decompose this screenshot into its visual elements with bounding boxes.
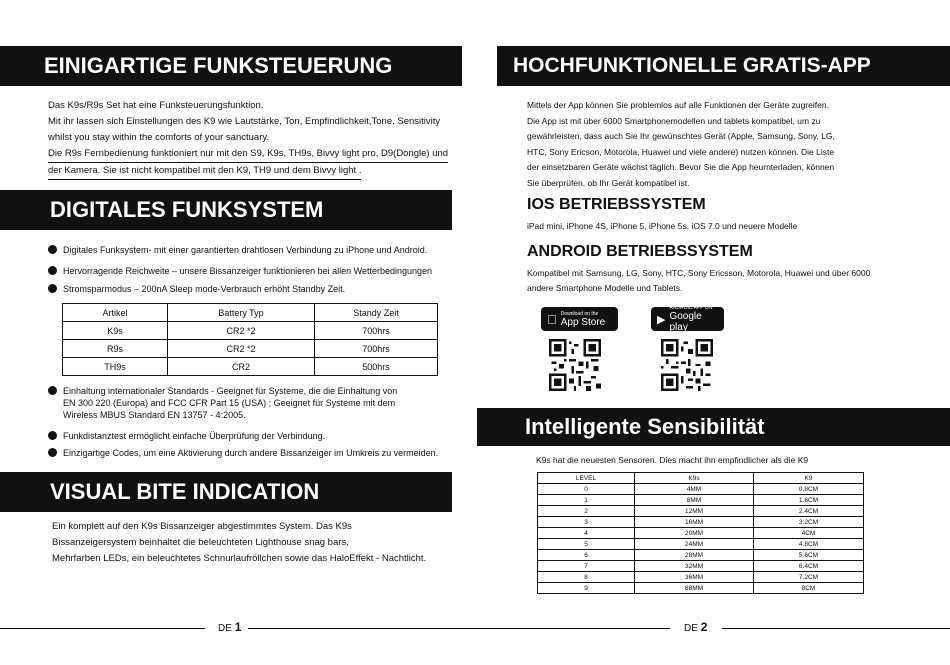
bullet-item: Stromsparmodus – 200nA Sleep mode-Verbrauch erhöht Standby Zeit. xyxy=(48,283,345,295)
bullet-icon xyxy=(48,386,57,395)
android-heading: ANDROID BETRIEBSSYSTEM xyxy=(527,243,753,260)
table-row: K9s CR2 *2 700hrs xyxy=(63,322,438,340)
table-row: 1 8MM 1.6CM xyxy=(538,495,864,506)
table-header-row: LEVEL K9s K9 xyxy=(538,473,864,484)
app-store-badge[interactable]: Download on the App Store xyxy=(541,307,618,331)
sensitivity-intro: K9s hat die neuesten Sensoren. Dies macht ihn empfindlicher als die K9 xyxy=(536,455,809,465)
table-row: 8 36MM 7.2CM xyxy=(538,572,864,583)
table-row: 4 20MM 4CM xyxy=(538,528,864,539)
android-text: Kompatibel mit Samsung, LG, Sony, HTC, Sony Ericsson, Motorola, Huawei und über 6000 andere Smartphone Modelle und Tablets. xyxy=(527,268,871,293)
sensitivity-table xyxy=(537,472,864,594)
table-row: 5 24MM 4.8CM xyxy=(538,539,864,550)
bullet-icon xyxy=(48,431,57,440)
bullet-icon xyxy=(48,245,57,254)
footer-divider xyxy=(722,628,950,629)
footer-divider xyxy=(0,628,205,629)
table-row: 9 88MM 8CM xyxy=(538,583,864,594)
app-description: Mittels der App können Sie problemlos auf alle Funktionen der Geräte zugreifen. Die App ist mit über 6000 Smartphonemodellen und tablets kompatibel, um zu gewährleisten, dass auch Sie Ihr gewünschtes Gerät (Apple, Samsung, Sony, LG, HTC, Sony Ericson, Motorola, Huawei und viele andere) nutzen können. Die Liste der einsetzbaren Geräte wächst täglich. Bevor Sie die App heurnterladen, können Sie überprüfen, ob Ihr Gerät kompatibel ist. xyxy=(527,100,835,188)
google-play-badge[interactable]: ▶ ANDROID APP ON Google play xyxy=(651,307,724,331)
bullet-icon xyxy=(48,284,57,293)
table-row: 7 32MM 6.4CM xyxy=(538,561,864,572)
qr-code-icon xyxy=(549,339,601,391)
section-title-digitales-funksystem: DIGITALES FUNKSYSTEM xyxy=(0,190,452,230)
visual-bite-text: Ein komplett auf den K9s Bissanzeiger abgestimmtes System. Das K9s Bissanzeigersystem beinhaltet die beleuchteten Lighthouse snag bars, Mehrfarben LEDs, ein beleuchtetes Schnurlaufröllchen sowie das HaloEffekt - Nachtlicht. xyxy=(52,521,427,564)
section-title-funksteuerung: EINIGARTIGE FUNKSTEUERUNG xyxy=(0,46,462,86)
apple-icon xyxy=(547,312,557,327)
play-icon: ▶ xyxy=(657,313,666,326)
page-number-right: DE 2 xyxy=(684,620,708,634)
section-title-gratis-app: HOCHFUNKTIONELLE GRATIS-APP xyxy=(497,46,950,86)
table-row: 2 12MM 2.4CM xyxy=(538,506,864,517)
table-row: R9s CR2 *2 700hrs xyxy=(63,340,438,358)
bullet-item: Einzigartige Codes, um eine Aktivierung durch andere Bissanzeiger im Umkreis zu vermeiden. xyxy=(48,447,438,459)
footer-divider xyxy=(248,628,670,629)
ios-heading: IOS BETRIEBSSYSTEM xyxy=(527,196,706,213)
battery-table xyxy=(62,303,438,376)
bullet-icon xyxy=(48,448,57,457)
section-title-visual-bite: VISUAL BITE INDICATION xyxy=(0,472,452,512)
ios-text: iPad mini, iPhone 4S, iPhone 5, iPhone 5s, iOS 7.0 und neuere Modelle xyxy=(527,221,798,231)
bullet-item: Einhaltung internationaler Standards - Geeignet für Systeme, die die Einhaltung von EN 300 220 (Europa) and FCC CFR Part 15 (USA) ; Geeignet für Systeme mit dem Wireless MBUS Standard EN 13757 - 4:2005. xyxy=(48,385,397,421)
section-title-intelligente-sensibilitaet: Intelligente Sensibilität xyxy=(477,408,950,446)
bullet-item: Digitales Funksystem- mit einer garantierten drahtlosen Verbindung zu iPhone und Android. xyxy=(48,244,427,256)
bullet-item: Funkdistanztest ermöglicht einfache Überprüfung der Verbindung. xyxy=(48,430,325,442)
table-row: 3 16MM 3.2CM xyxy=(538,517,864,528)
table-row: 6 28MM 5.6CM xyxy=(538,550,864,561)
bullet-icon xyxy=(48,266,57,275)
funksteuerung-text: Das K9s/R9s Set hat eine Funksteuerungsfunktion. Mit ihr lassen sich Einstellungen des K9 wie Lautstärke, Ton, Empfindlichkeit,Tone, Sensitivity whilst you stay within the comforts of your sanctuary. Die R9s Fernbedienung funktioniert nur mit den S9, K9s, TH9s, Bivvy light pro, D9(Dongle) und der Kamera. Sie ist nicht kompatibel mit den K9, TH9 und dem Bivvy light . xyxy=(48,98,448,180)
page-number-left: DE 1 xyxy=(218,620,242,634)
table-row: 0 4MM 0.8CM xyxy=(538,484,864,495)
table-row: TH9s CR2 500hrs xyxy=(63,358,438,376)
qr-code-icon xyxy=(661,339,713,391)
bullet-item: Hervorragende Reichweite – unsere Bissanzeiger funktionieren bei allen Wetterbedingungen xyxy=(48,265,432,277)
table-header-row: Artikel Battery Typ Standy Zeit xyxy=(63,304,438,322)
